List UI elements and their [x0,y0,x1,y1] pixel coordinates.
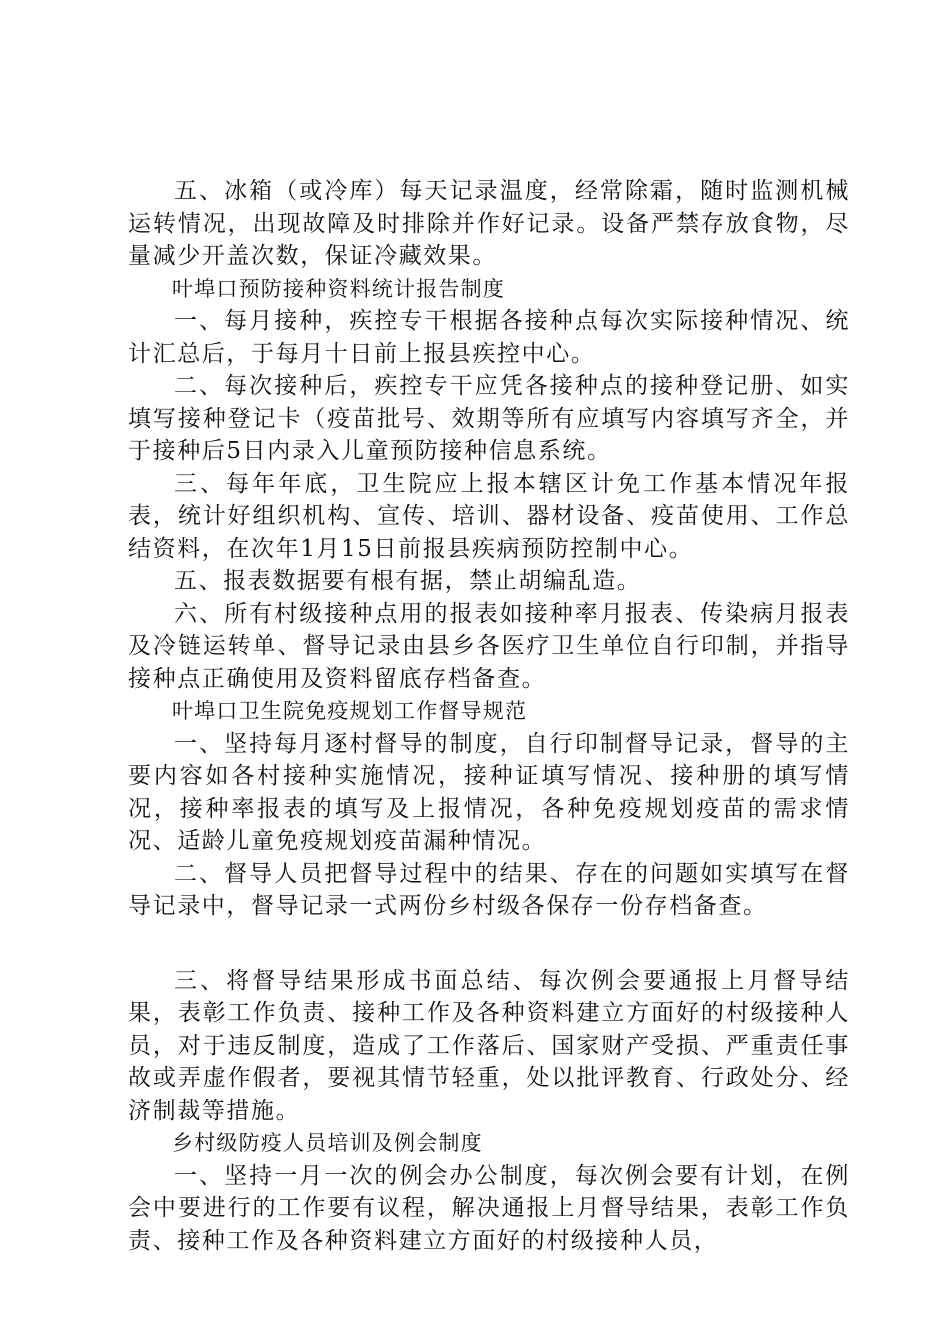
paragraph-monthly-supervision: 一、坚持每月逐村督导的制度，自行印制督导记录，督导的主要内容如各村接种实施情况，接种证填写情况、接种册的填写情况，接种率报表的填写及上报情况，各种免疫规划疫苗的需求情况、适龄儿童免疫规划疫苗漏种情况。 [128,730,850,854]
blank-line [128,923,850,965]
section-heading-supervision: 叶埠口卫生院免疫规划工作督导规范 [172,699,528,723]
paragraph-supervision-summary: 三、将督导结果形成书面总结、每次例会要通报上月督导结果，表彰工作负责、接种工作及各种资料建立方面好的村级接种人员，对于违反制度，造成了工作落后、国家财产受损、严重责任事故或弄虚作假者，要视其情节轻重，处以批评教育、行政处分、经济制裁等措施。 [128,967,850,1124]
paragraph-monthly-meeting: 一、坚持一月一次的例会办公制度，每次例会要有计划，在例会中要进行的工作要有议程，解决通报上月督导结果，表彰工作负责、接种工作及各种资料建立方面好的村级接种人员， [128,1162,850,1254]
paragraph-year-end-report: 三、每年年底，卫生院应上报本辖区计免工作基本情况年报表，统计好组织机构、宣传、培训、器材设备、疫苗使用、工作总结资料，在次年1月15日前报县疾病预防控制中心。 [128,470,850,562]
paragraph-data-accuracy: 五、报表数据要有根有据，禁止胡编乱造。 [174,568,642,594]
paragraph-after-vaccination: 二、每次接种后，疾控专干应凭各接种点的接种登记册、如实填写接种登记卡（疫苗批号、效期等所有应填写内容填写齐全，并于接种后5日内录入儿童预防接种信息系统。 [128,373,850,464]
paragraph-village-reports: 六、所有村级接种点用的报表如接种率月报表、传染病月报表及冷链运转单、督导记录由县乡各医疗卫生单位自行印制，并指导接种点正确使用及资料留底存档备查。 [128,600,850,692]
section-heading-statistics-report: 叶埠口预防接种资料统计报告制度 [172,276,505,301]
section-heading-training-meetings: 乡村级防疫人员培训及例会制度 [172,1131,483,1155]
paragraph-monthly-report: 一、每月接种，疾控专干根据各接种点每次实际接种情况、统计汇总后，于每月十日前上报县疾控中心。 [128,308,850,367]
document-page [128,175,850,1257]
paragraph-refrigerator: 五、冰箱（或冷库）每天记录温度，经常除霜，随时监测机械运转情况，出现故障及时排除并作好记录。设备严禁存放食物，尽量减少开盖次数，保证冷藏效果。 [128,178,850,269]
paragraph-supervision-records: 二、督导人员把督导过程中的结果、存在的问题如实填写在督导记录中，督导记录一式两份乡村级各保存一份存档备查。 [128,860,850,919]
